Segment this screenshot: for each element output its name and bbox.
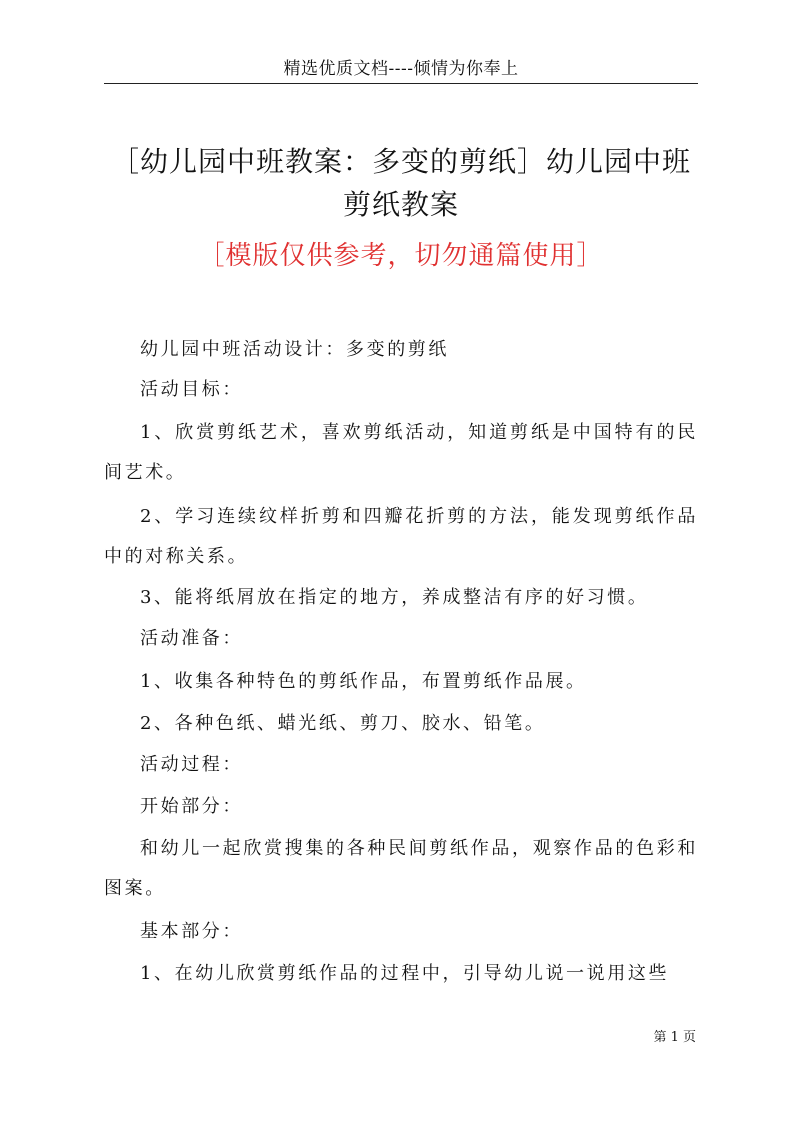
paragraph-basic-heading: 基本部分： bbox=[140, 921, 243, 942]
document-subtitle: ［模版仅供参考，切勿通篇使用］ bbox=[198, 241, 604, 271]
paragraph-goal-2: 2、学习连续纹样折剪和四瓣花折剪的方法，能发现剪纸作品中的对称关系。 bbox=[104, 506, 698, 567]
paragraph-prep-2: 2、各种色纸、蜡光纸、剪刀、胶水、铅笔。 bbox=[140, 713, 546, 734]
paragraph-activity-design: 幼儿园中班活动设计：多变的剪纸 bbox=[140, 339, 449, 360]
document-title: ［幼儿园中班教案：多变的剪纸］幼儿园中班剪纸教案 bbox=[110, 145, 691, 221]
page-number: 第 1 页 bbox=[653, 1030, 696, 1045]
paragraph-goal-3: 3、能将纸屑放在指定的地方，养成整洁有序的好习惯。 bbox=[140, 587, 649, 608]
page-header: 精选优质文档----倾情为你奉上 bbox=[283, 59, 519, 79]
paragraph-goal-1: 1、欣赏剪纸艺术，喜欢剪纸活动，知道剪纸是中国特有的民间艺术。 bbox=[104, 422, 698, 483]
paragraph-basic-1: 1、在幼儿欣赏剪纸作品的过程中，引导幼儿说一说用这些 bbox=[140, 963, 670, 984]
paragraph-process-heading: 活动过程： bbox=[140, 754, 243, 775]
paragraph-start-body: 和幼儿一起欣赏搜集的各种民间剪纸作品，观察作品的色彩和图案。 bbox=[104, 838, 698, 899]
paragraph-goals-heading: 活动目标： bbox=[140, 379, 243, 400]
paragraph-prep-heading: 活动准备： bbox=[140, 628, 243, 649]
paragraph-prep-1: 1、收集各种特色的剪纸作品，布置剪纸作品展。 bbox=[140, 671, 587, 692]
paragraph-start-heading: 开始部分： bbox=[140, 796, 243, 817]
header-divider bbox=[104, 83, 698, 84]
